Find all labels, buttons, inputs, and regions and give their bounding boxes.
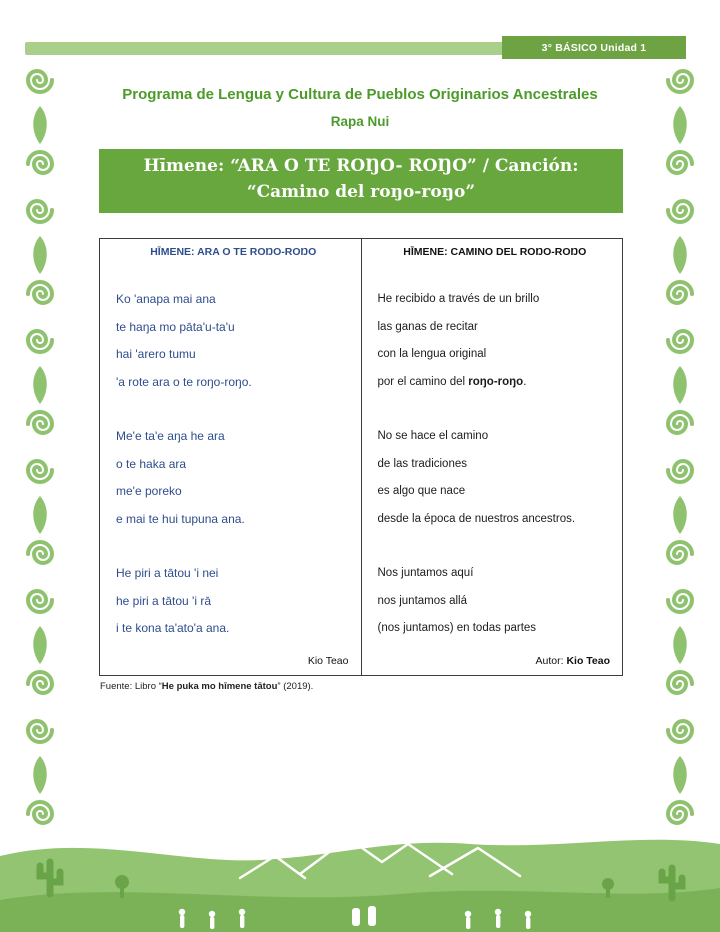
poem-line: he piri a tātou 'i rā [116, 593, 212, 608]
spanish-column [362, 239, 623, 675]
poem-line: hai 'arero tumu [116, 347, 196, 361]
tree-trunk [120, 882, 124, 898]
program-title: Programa de Lengua y Cultura de Pueblos Originarios Ancestrales [122, 86, 598, 103]
stanza [116, 560, 351, 643]
footer-landscape [0, 822, 720, 932]
poem-line: (nos juntamos) en todas partes [377, 622, 537, 634]
line-bold-term: roŋo-roŋo [468, 375, 524, 388]
author-label: Autor: [535, 655, 567, 667]
tree-trunk [606, 884, 610, 898]
source-suffix: ” (2019). [277, 681, 314, 692]
stanza [378, 286, 613, 396]
poem-line: He piri a tātou 'i nei [116, 566, 219, 580]
language-subtitle: Rapa Nui [330, 114, 390, 129]
rapanui-column-header: HĪMENE: ARA O TE ROŊO-ROŊO [150, 246, 317, 258]
stanza [116, 286, 351, 396]
stanza [378, 423, 613, 533]
poem-line: desde la época de nuestros ancestros. [377, 512, 576, 525]
poem-line: o te haka ara [116, 456, 187, 471]
poem-line: es algo que nace [377, 485, 466, 497]
moai-icon [368, 906, 376, 926]
unit-badge: 3° BÁSICO Unidad 1 [502, 36, 686, 59]
spanish-poem [378, 286, 613, 643]
line-prefix: por el camino del [377, 375, 469, 388]
source-book-title: He puka mo hīmene tātou [161, 681, 278, 692]
poem-line: 'a rote ara o te roŋo-roŋo. [116, 374, 252, 389]
poem-line: i te kona ta'ato'a ana. [116, 621, 230, 635]
poem-line: de las tradiciones [377, 457, 467, 470]
song-table [99, 238, 623, 676]
koru-border-left [22, 56, 58, 836]
poem-line: nos juntamos allá [377, 594, 467, 607]
source-prefix: Fuente: Libro “ [100, 681, 162, 692]
poem-line: Nos juntamos aquí [377, 567, 474, 579]
line-suffix: . [523, 375, 527, 388]
stanza [116, 423, 351, 533]
koru-border-right [662, 56, 698, 836]
author-credit-left: Kio Teao [307, 655, 349, 667]
song-title-banner: Hīmene: “ARA O TE ROŊO- ROŊO” / Canción: “Camino del roŋo-roŋo” [99, 149, 623, 213]
poem-line: No se hace el camino [377, 430, 489, 442]
poem-line: e mai te hui tupuna ana. [116, 511, 245, 526]
poem-line: He recibido a través de un brillo [377, 293, 540, 305]
poem-line: me'e poreko [116, 484, 182, 498]
poem-line: Me'e ta'e aŋa he ara [116, 429, 225, 443]
poem-line: Ko 'anapa mai ana [116, 292, 216, 306]
moai-icon [352, 908, 360, 926]
rapanui-column [100, 239, 362, 675]
poem-line [378, 369, 613, 397]
stanza [378, 560, 613, 643]
author-name: Kio Teao [566, 655, 610, 667]
source-note [100, 681, 313, 692]
rapanui-poem [116, 286, 351, 643]
poem-line: te haŋa mo pāta'u-ta'u [116, 319, 235, 334]
poem-line: con la lengua original [377, 348, 487, 360]
poem-line: las ganas de recitar [377, 320, 478, 333]
author-credit-right [378, 655, 613, 667]
spanish-column-header: HĪMENE: CAMINO DEL ROŊO-ROŊO [403, 246, 587, 258]
